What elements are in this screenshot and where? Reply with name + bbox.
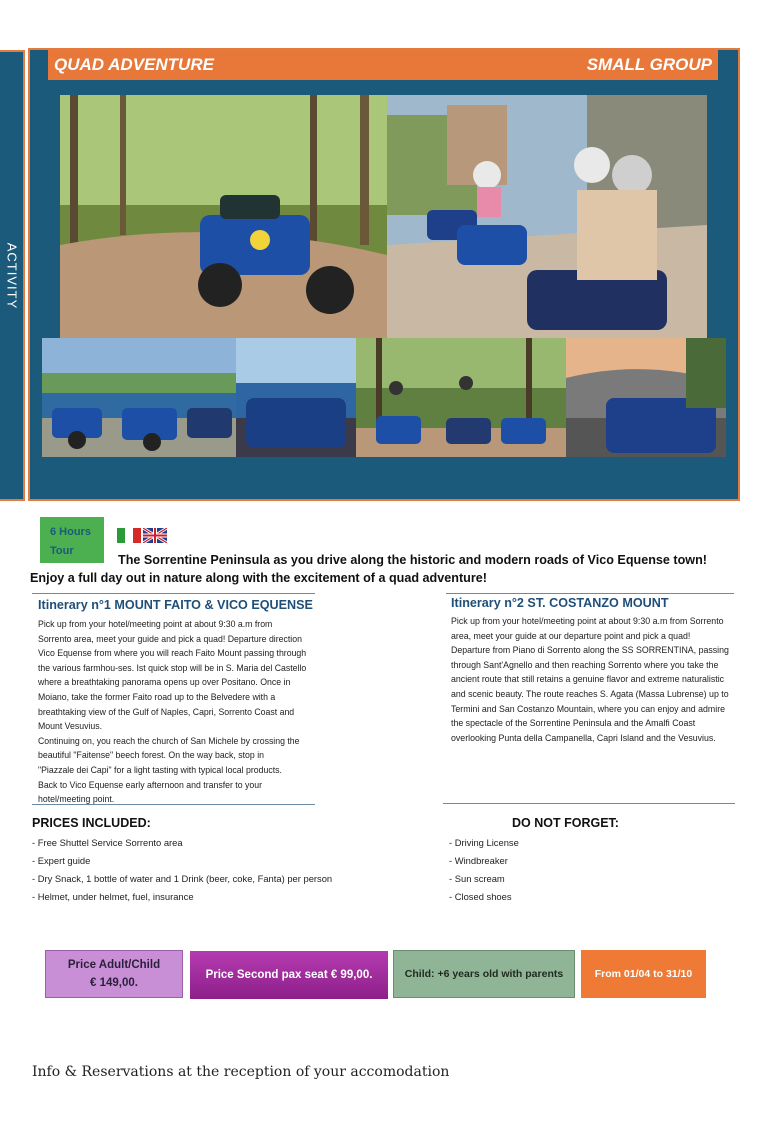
divider [446,593,734,594]
text-line: Moiano, take the former Faito road up to the Belvedere with a [38,690,276,702]
tour-label: Tour [50,545,74,557]
title-right: SMALL GROUP [586,55,712,74]
text-line: the spectacle of the Sorrentine Peninsula and the Amalfi Coast [451,717,696,729]
side-tab-label: ACTIVITY [4,242,19,309]
price-adult-box [45,950,183,998]
text-line: the various farmhou-ses. Ist quick stop will be in S. Maria del Castello [38,661,307,673]
text-line: Vico Equense from where you will reach Faito Mount passing through [38,647,307,659]
text-line: Sorrento area, meet your guide and pick a quad! Departure direction [38,632,302,644]
text-line: ancient route that still retains a genuine flavor and extreme naturalistic [451,673,725,685]
text-line: Back to Vico Equense early afternoon and transfer to your [38,778,263,790]
period-box [581,950,706,998]
text-line: Pick up from your hotel/meeting point at about 9:30 a.m from Sorrento [451,615,724,626]
photo-group-quads [387,95,707,338]
prices-included-heading: PRICES INCLUDED: [32,816,151,830]
list-item: - Windbreaker [449,855,508,866]
itinerary1-text [38,617,306,807]
text-line: and scenic beauty. The route reaches S. Agata (Massa Lubrense) up to [451,687,729,699]
itinerary1-title: Itinerary n°1 MOUNT FAITO & VICO EQUENSE [38,598,313,612]
title-bar [48,50,718,80]
price-second-pax: Price Second pax seat € 99,00. [205,969,373,981]
text-line: Departure from Piano di Sorrento along the SS SORRENTINA, passing [451,644,729,656]
text-line: beautiful "Faitense" beech forest. On the way back, stop in [38,749,264,761]
child-info: Child: +6 years old with parents [404,968,564,980]
period-info: From 01/04 to 31/10 [594,968,693,980]
text-line: breathtaking view of the Gulf of Naples, Capri, Sorrento Coast and [38,705,295,717]
list-item: - Helmet, under helmet, fuel, insurance [32,891,194,902]
list-item: - Closed shoes [449,891,512,902]
price-adult-value: € 149,00. [90,977,138,989]
uk-flag-icon [143,528,167,543]
text-line: overlooking Punta della Campanella, Capri Island and the Vesuvius. [451,731,716,743]
text-line: area, meet your guide at our departure point and pick a quad! [451,629,691,641]
text-line: where a breathtaking panorama opens up over Positano. Once in [38,676,291,688]
list-item: - Dry Snack, 1 bottle of water and 1 Drink (beer, coke, Fanta) per person [32,873,333,884]
list-item: - Free Shuttel Service Sorrento area [32,837,183,848]
title-left: QUAD ADVENTURE [54,55,214,74]
divider [32,804,315,805]
list-item: - Driving License [449,837,519,848]
itinerary2-title: Itinerary n°2 ST. COSTANZO MOUNT [451,596,669,610]
tour-hours: 6 Hours [50,526,91,538]
photo-forest-group [356,338,566,457]
price-second-pax-box [190,951,388,999]
child-info-box [393,950,575,998]
divider [443,803,735,804]
it-flag-icon [117,528,141,543]
price-adult-label: Price Adult/Child [67,959,161,971]
photo-sea-view [42,338,236,457]
text-line: Pick up from your hotel/meeting point at about 9:30 a.m from [38,618,273,629]
side-tab [0,50,25,501]
intro-text: The Sorrentine Peninsula as you drive along the historic and modern roads of Vico Equense town! Enjoy a full day out in nature along with the excitement of a quad adventure! [30,553,707,585]
text-line: Continuing on, you reach the church of San Michele by crossing the [38,734,300,746]
text-line: Mount Vesuvius. [38,720,103,732]
text-line: hotel/meeting point. [38,793,115,805]
text-line: Termini and San Costanzo Mountain, where you can enjoy and admire [451,702,726,714]
footer-info: Info & Reservations at the reception of your accomodation [32,1064,450,1080]
text-line: through Sant'Agnello and then reaching Sorrento where you take the [451,658,719,670]
photo-forest-quad [60,95,387,338]
prices-included-list [32,834,332,906]
list-item: - Sun scream [449,873,505,884]
do-not-forget-heading: DO NOT FORGET: [512,816,619,830]
do-not-forget-list [449,834,519,906]
photo-coast-quad [236,338,356,457]
photo-sunset-quad [566,338,726,457]
list-item: - Expert guide [32,855,91,866]
divider [32,593,315,594]
text-line: "Piazzale dei Capi" for a light tasting with typical local products. [38,763,282,775]
itinerary2-text [451,614,729,745]
